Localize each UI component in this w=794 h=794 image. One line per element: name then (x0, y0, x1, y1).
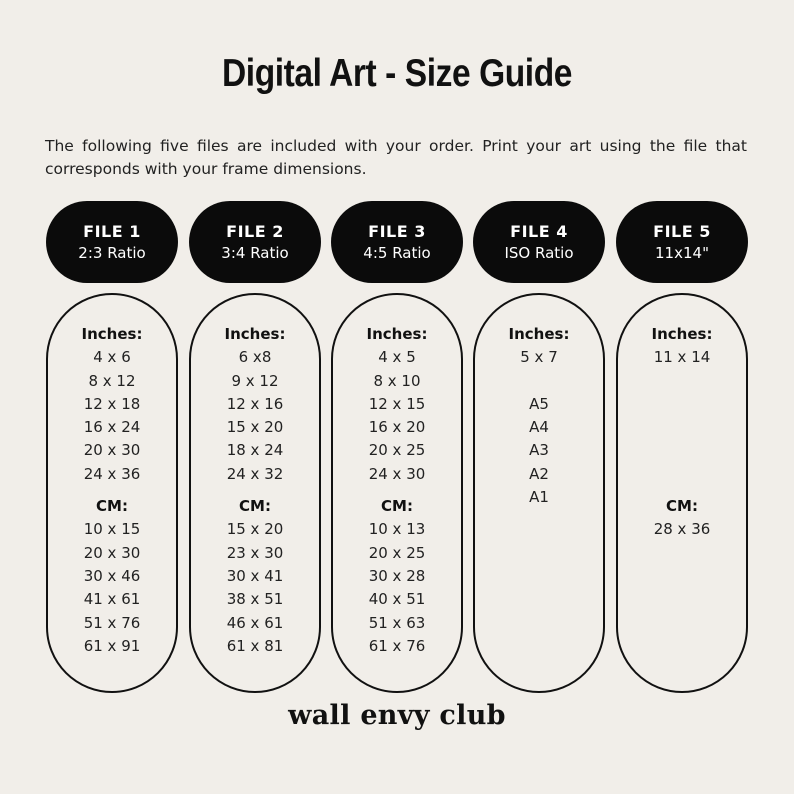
inches-size (616, 439, 748, 462)
cm-size: 10 x 13 (368, 520, 426, 539)
file-name: FILE 4 (510, 222, 568, 241)
cm-size: 38 x 51 (226, 590, 284, 609)
inches-heading: Inches: (651, 325, 713, 343)
file-name: FILE 5 (653, 222, 711, 241)
inches-size: 12 x 16 (226, 394, 284, 413)
cm-size: 20 x 30 (83, 543, 141, 562)
cm-size: 23 x 30 (226, 543, 284, 562)
inches-size: A4 (529, 418, 549, 437)
file-3-badge (331, 201, 463, 283)
inches-size: 8 x 10 (373, 371, 421, 390)
file-ratio: 2:3 Ratio (78, 244, 146, 262)
file-1-badge (46, 201, 178, 283)
inches-size: 9 x 12 (231, 371, 279, 390)
file-name: FILE 2 (226, 222, 284, 241)
section-gap (331, 486, 463, 495)
intro-text: The following five files are included with your order. Print your art using the file that corresponds with your frame dimensions. (45, 137, 747, 178)
cm-size: 15 x 20 (226, 520, 284, 539)
inches-size: 24 x 32 (226, 464, 284, 483)
inches-size: 24 x 36 (83, 464, 141, 483)
inches-size: A5 (529, 394, 549, 413)
file-ratio: 4:5 Ratio (363, 244, 431, 262)
inches-size: 11 x 14 (653, 348, 711, 367)
file-name: FILE 3 (368, 222, 426, 241)
cm-size: 30 x 41 (226, 566, 284, 585)
inches-size (473, 370, 605, 393)
cm-heading: CM: (666, 497, 698, 516)
inches-size: A2 (529, 464, 549, 483)
cm-size: 41 x 61 (83, 590, 141, 609)
file-name: FILE 1 (83, 222, 141, 241)
inches-heading: Inches: (508, 325, 570, 343)
cm-size: 30 x 28 (368, 566, 426, 585)
inches-heading: Inches: (366, 325, 428, 343)
section-gap (46, 486, 178, 495)
file-2-size-list (189, 323, 321, 658)
cm-heading: CM: (239, 497, 271, 516)
inches-size: 8 x 12 (88, 371, 136, 390)
cm-size: 40 x 51 (368, 590, 426, 609)
cm-size: 61 x 91 (83, 636, 141, 655)
inches-heading: Inches: (224, 325, 286, 343)
cm-heading: CM: (381, 497, 413, 516)
inches-size (616, 463, 748, 486)
inches-size: 15 x 20 (226, 418, 284, 437)
cm-size: 46 x 61 (226, 613, 284, 632)
file-5-badge (616, 201, 748, 283)
file-ratio: ISO Ratio (504, 244, 574, 262)
inches-size: 20 x 30 (83, 441, 141, 460)
inches-size: 4 x 6 (93, 348, 131, 367)
section-gap (189, 486, 321, 495)
inches-size (616, 416, 748, 439)
file-2-badge (189, 201, 321, 283)
cm-size: 61 x 81 (226, 636, 284, 655)
inches-size: A1 (529, 488, 549, 507)
inches-size: 5 x 7 (520, 348, 558, 367)
inches-size: A3 (529, 441, 549, 460)
inches-size: 16 x 24 (83, 418, 141, 437)
inches-size (616, 393, 748, 416)
section-gap (616, 486, 748, 495)
inches-size: 12 x 18 (83, 394, 141, 413)
cm-size: 30 x 46 (83, 566, 141, 585)
inches-size: 6 x8 (238, 348, 272, 367)
file-ratio: 11x14" (655, 244, 709, 262)
inches-heading: Inches: (81, 325, 143, 343)
file-ratio: 3:4 Ratio (221, 244, 289, 262)
inches-size: 18 x 24 (226, 441, 284, 460)
cm-size: 51 x 63 (368, 613, 426, 632)
page-title: Digital Art - Size Guide (222, 52, 572, 95)
inches-size: 4 x 5 (378, 348, 416, 367)
cm-size: 61 x 76 (368, 636, 426, 655)
cm-heading: CM: (96, 497, 128, 516)
inches-size: 16 x 20 (368, 418, 426, 437)
file-3-size-list (331, 323, 463, 658)
inches-size (616, 370, 748, 393)
cm-size: 28 x 36 (653, 520, 711, 539)
inches-size: 12 x 15 (368, 394, 426, 413)
brand-wordmark: wall envy club (288, 700, 506, 731)
cm-size: 51 x 76 (83, 613, 141, 632)
cm-size: 10 x 15 (83, 520, 141, 539)
file-4-size-list (473, 323, 605, 509)
file-5-size-list (616, 323, 748, 542)
inches-size: 24 x 30 (368, 464, 426, 483)
inches-size: 20 x 25 (368, 441, 426, 460)
file-4-badge (473, 201, 605, 283)
file-1-size-list (46, 323, 178, 658)
cm-size: 20 x 25 (368, 543, 426, 562)
